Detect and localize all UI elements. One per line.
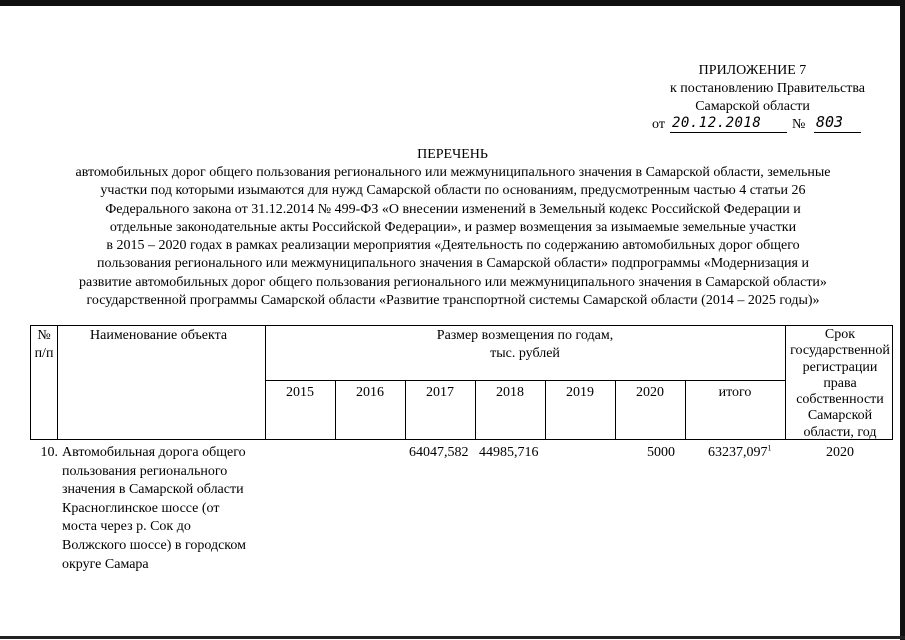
scan-bottom-border xyxy=(0,636,905,639)
header-col-number-line: п/п xyxy=(34,346,54,361)
appendix-region-line: Самарской области xyxy=(695,99,810,114)
date-handwritten: 20.12.2018 xyxy=(672,115,762,131)
description-line: участки под которыми изымаются для нужд Самарской области по основаниям, предусмотренным частью 4 статьи 26 xyxy=(100,183,806,199)
header-col-term-line: Срок xyxy=(824,327,856,342)
description-line: автомобильных дорог общего пользования регионального или межмуниципального значения в Самарской области, земельные xyxy=(75,165,831,180)
header-col-term xyxy=(786,327,894,441)
header-year-2016: 2016 xyxy=(356,385,384,400)
header-col-amount-line: Размер возмещения по годам, xyxy=(436,328,614,343)
header-col-term-line: области, год xyxy=(803,424,877,440)
description-line: пользования регионального или межмуниципального значения в Самарской области» подпрограммы «Модернизация и xyxy=(97,256,809,272)
number-underline xyxy=(814,132,861,133)
appendix-block xyxy=(600,62,865,138)
header-col-number-line: № xyxy=(37,328,51,343)
header-col-term-line: собственности xyxy=(796,392,884,408)
description-line: развитие автомобильных дорог общего пользования регионального или межмуниципального значения в Самарской области» xyxy=(79,274,827,290)
row-value-2018: 44985,716 xyxy=(479,445,539,460)
header-col-term-line: Самарской xyxy=(807,408,873,424)
header-year-2015: 2015 xyxy=(286,385,314,400)
row-term-year: 2020 xyxy=(826,445,854,460)
row-value-2017: 64047,582 xyxy=(409,445,469,460)
appendix-date-number-line xyxy=(600,113,865,138)
grid-line xyxy=(30,325,893,326)
scan-top-border xyxy=(0,0,905,6)
document-description xyxy=(28,164,878,310)
header-col-amount xyxy=(265,327,785,363)
row-object-name-line: значения в Самарской области xyxy=(62,482,244,498)
row-object-name-line: Автомобильная дорога общего xyxy=(62,445,246,460)
description-line: в 2015 – 2020 годах в рамках реализации мероприятия «Деятельность по содержанию автомобильных дорог общего xyxy=(106,238,800,254)
row-total-footnote: 1 xyxy=(767,443,772,453)
header-total: итого xyxy=(718,385,752,400)
description-line: Федерального закона от 31.12.2014 № 499-ФЗ «О внесении изменений в Земельный кодекс Российской Федерации и xyxy=(105,201,801,217)
header-col-amount-line: тыс. рублей xyxy=(490,346,560,361)
grid-line xyxy=(30,439,893,440)
row-object-name-line: Волжского шоссе) в городском xyxy=(62,537,246,553)
appendix-resolution-line: к постановлению Правительства xyxy=(669,81,865,96)
scan-right-border xyxy=(900,0,905,640)
row-value-2020: 5000 xyxy=(647,445,675,460)
header-col-term-line: регистрации xyxy=(802,359,878,375)
number-prefix: № xyxy=(792,117,806,132)
row-object-name-line: пользования регионального xyxy=(62,463,228,479)
row-total-value: 63237,097 xyxy=(708,445,768,460)
date-underline xyxy=(670,132,787,133)
description-line: государственной программы Самарской области «Развитие транспортной системы Самарской области (2014 – 2025 годы)» xyxy=(86,293,820,309)
header-year-2018: 2018 xyxy=(496,385,524,400)
row-object-name-line: округе Самара xyxy=(62,556,149,572)
row-object-name xyxy=(62,444,272,574)
document-title: ПЕРЕЧЕНЬ xyxy=(417,147,488,162)
row-object-name-line: моста через р. Сок до xyxy=(62,519,191,535)
header-col-name: Наименование объекта xyxy=(90,328,228,343)
row-object-name-line: Красноглинское шоссе (от xyxy=(62,500,220,516)
number-handwritten: 803 xyxy=(816,113,844,131)
row-number: 10. xyxy=(40,445,58,460)
header-col-term-line: государственной xyxy=(790,343,890,359)
header-year-2017: 2017 xyxy=(426,385,454,400)
header-col-number xyxy=(30,327,58,363)
date-prefix: от xyxy=(652,117,665,132)
description-line: отдельные законодательные акты Российской Федерации», и размер возмещения за изымаемые земельные участки xyxy=(109,219,797,235)
header-year-2019: 2019 xyxy=(566,385,594,400)
grid-line xyxy=(265,380,785,381)
appendix-title: ПРИЛОЖЕНИЕ 7 xyxy=(698,63,807,78)
header-year-2020: 2020 xyxy=(636,385,664,400)
row-value-total xyxy=(708,444,772,462)
header-col-term-line: права xyxy=(823,375,857,391)
